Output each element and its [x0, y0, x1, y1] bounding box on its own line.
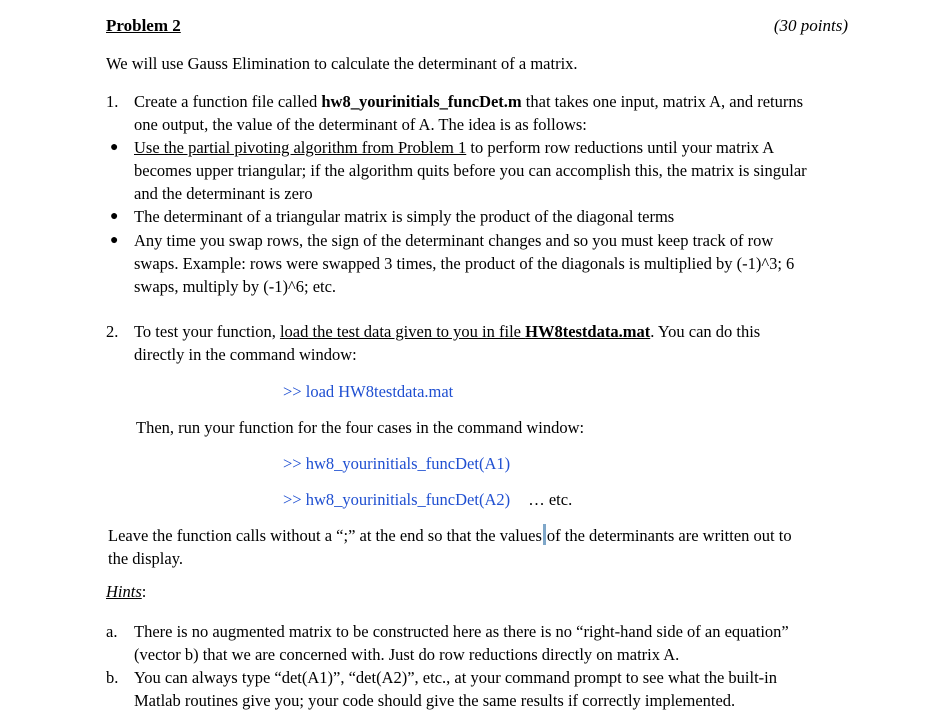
hint-b-line-2: Matlab routines give you; your code should give the same results if correctly implemented. — [134, 691, 736, 710]
bullet-text — [134, 136, 894, 205]
step-2-text — [134, 320, 894, 366]
pivoting-reference: Use the partial pivoting algorithm from Problem 1 — [134, 138, 467, 157]
command-a2: >> hw8_yourinitials_funcDet(A2) — [283, 490, 511, 509]
bullet-3-line-1: Any time you swap rows, the sign of the determinant changes and so you must keep track of row — [134, 231, 774, 250]
hints-heading — [106, 580, 146, 603]
hint-a-text — [134, 620, 894, 666]
hint-b-marker: b. — [106, 668, 119, 687]
bullet-text — [134, 229, 894, 298]
hint-a-line-1: There is no augmented matrix to be constructed here as there is no “right-hand side of an equation” — [134, 622, 789, 641]
command-a2-line — [283, 488, 572, 511]
bullet-3-line-2: swaps. Example: rows were swapped 3 times, the product of the diagonals is multiplied by (-1)^3; 6 — [134, 254, 795, 273]
step-1-marker: 1. — [106, 92, 119, 111]
step-2-line-2: directly in the command window: — [134, 345, 357, 364]
step-1-line-2: one output, the value of the determinant of A. The idea is as follows: — [134, 115, 587, 134]
step-2-marker: 2. — [106, 322, 119, 341]
function-filename: hw8_yourinitials_funcDet.m — [321, 92, 522, 111]
bullet-1-line-3: and the determinant is zero — [134, 184, 313, 203]
bullet-text — [134, 205, 894, 228]
step-2-text-a: To test your function, — [134, 322, 280, 341]
bullet-3-line-3: swaps, multiply by (-1)^6; etc. — [134, 277, 337, 296]
step-2-line-1 — [134, 320, 894, 343]
step-1-text-b: that takes one input, matrix A, and returns — [521, 92, 804, 111]
intro-text: We will use Gauss Elimination to calculate the determinant of a matrix. — [106, 54, 578, 73]
leave-paragraph — [108, 524, 792, 570]
bullet-1-line-1 — [134, 136, 894, 159]
hints-colon: : — [141, 582, 147, 601]
bullet-1-text-rest: to perform row reductions until your matrix A — [466, 138, 775, 157]
problem-title: Problem 2 — [106, 16, 181, 35]
leave-line-2: the display. — [108, 549, 183, 568]
bullet-1-line-2: becomes upper triangular; if the algorithm quits before you can accomplish this, the matrix is singular — [134, 161, 807, 180]
step-1-text-a: Create a function file called — [134, 92, 322, 111]
hints-title: Hints — [106, 582, 142, 601]
leave-text-b: of the determinants are written out to — [546, 526, 792, 545]
hint-b-text — [134, 666, 894, 712]
bullet-icon: ● — [110, 233, 119, 248]
step-2-text-b: . You can do this — [650, 322, 761, 341]
hint-a-line-2: (vector b) that we are concerned with. Just do row reductions directly on matrix A. — [134, 645, 680, 664]
bullet-icon: ● — [110, 209, 119, 224]
leave-text-a: Leave the function calls without a “;” at the end so that the values — [108, 526, 542, 545]
command-a1: >> hw8_yourinitials_funcDet(A1) — [283, 454, 511, 473]
leave-line-1 — [108, 524, 792, 547]
text-cursor[interactable] — [543, 524, 546, 545]
then-text: Then, run your function for the four cases in the command window: — [136, 418, 585, 437]
hint-a-marker: a. — [106, 622, 118, 641]
load-data-reference — [280, 322, 650, 341]
hint-b-line-1: You can always type “det(A1)”, “det(A2)”, etc., at your command prompt to see what the built-in — [134, 668, 778, 687]
step-1-text — [134, 90, 894, 136]
etc-text: … etc. — [528, 490, 573, 509]
step-1-line-1 — [134, 90, 894, 113]
bullet-2-line-1: The determinant of a triangular matrix is simply the product of the diagonal terms — [134, 207, 675, 226]
points-label: (30 points) — [773, 16, 848, 35]
load-data-text: load the test data given to you in file — [279, 322, 526, 341]
bullet-icon: ● — [110, 140, 119, 155]
command-load: >> load HW8testdata.mat — [283, 382, 454, 401]
test-data-filename: HW8testdata.mat — [525, 322, 651, 341]
